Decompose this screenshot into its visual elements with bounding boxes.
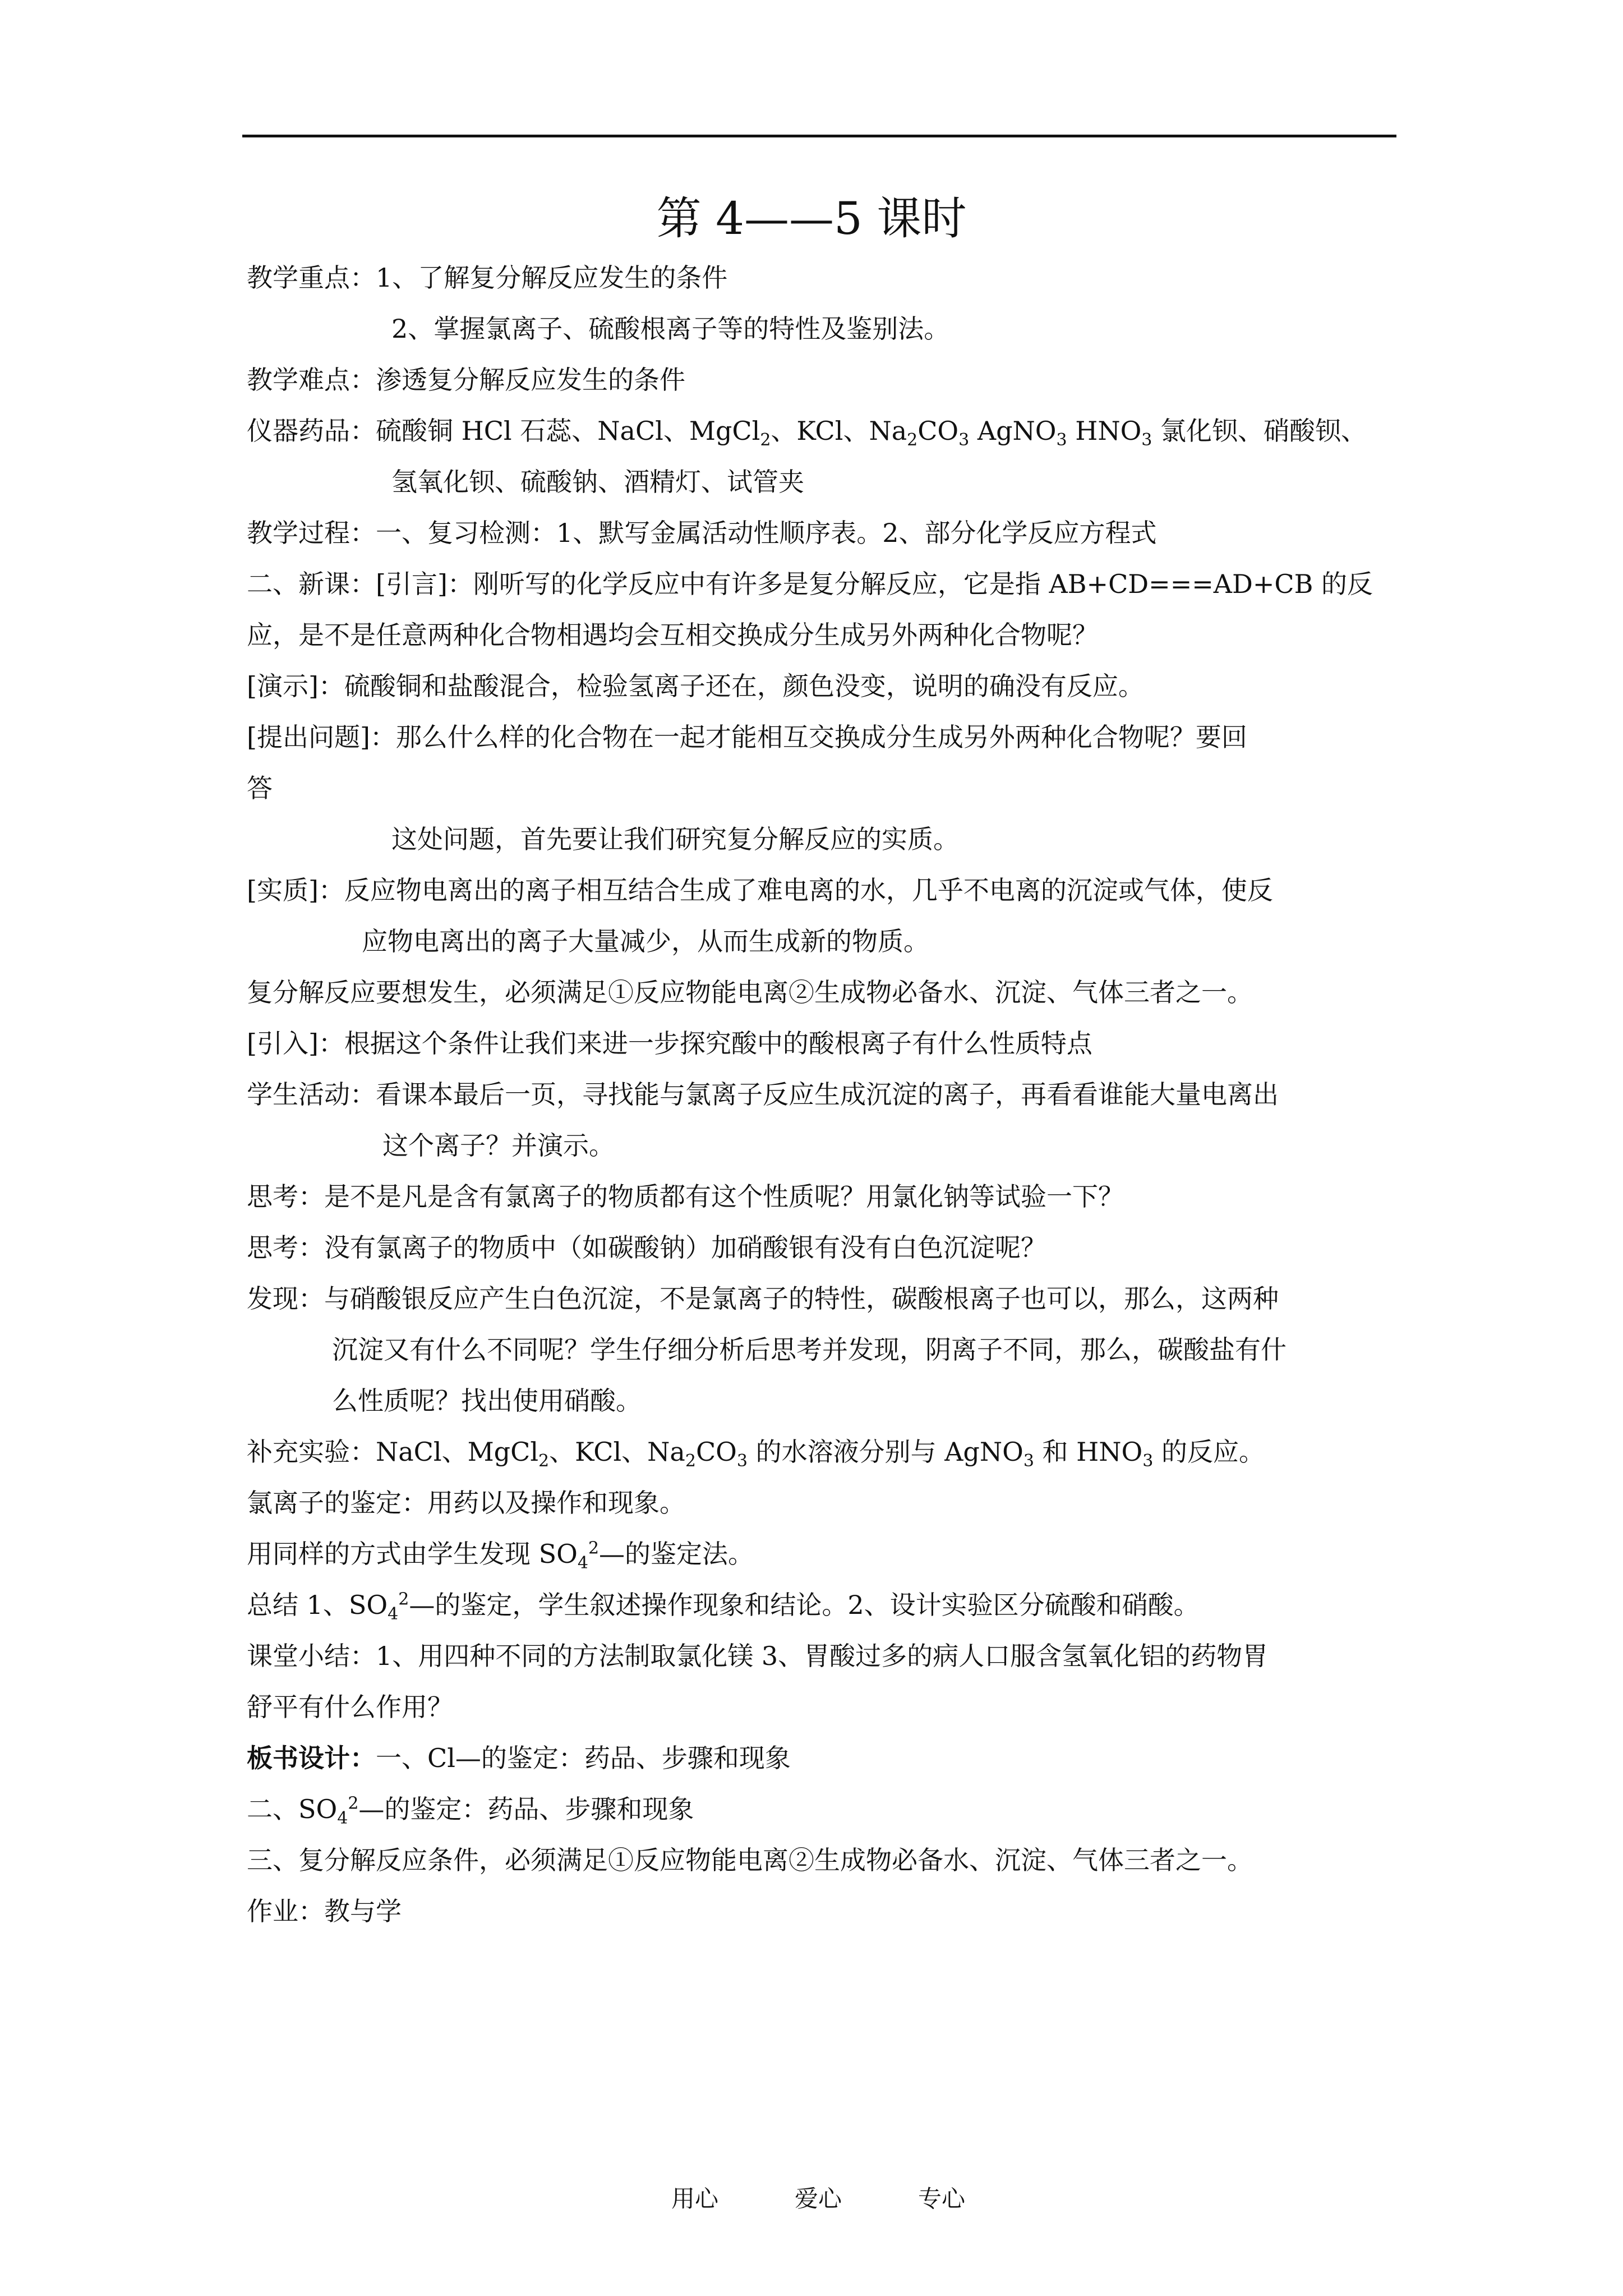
class-summary-line-1: 课堂小结：1、用四种不同的方法制取氯化镁 3、胃酸过多的病人口服含氢氧化铝的药物胃 — [247, 1641, 1269, 1671]
question-line-1: [提出问题]：那么什么样的化合物在一起才能相互交换成分生成另外两种化合物呢？要回 — [247, 722, 1247, 752]
class-summary-line-2: 舒平有什么作用？ — [247, 1692, 453, 1722]
discovery-line-1: 发现：与硝酸银反应产生白色沉淀，不是氯离子的特性，碳酸根离子也可以，那么，这两种 — [247, 1283, 1279, 1314]
essence-line-1: [实质]：反应物电离出的离子相互结合生成了难电离的水，几乎不电离的沉淀或气体，使反 — [247, 875, 1273, 905]
footer-item: 用心 — [671, 2185, 719, 2212]
key-point-line-2: 2、掌握氯离子、硫酸根离子等的特性及鉴别法。 — [391, 314, 950, 344]
question-line-2: 答 — [247, 773, 273, 803]
footer-item: 专心 — [918, 2185, 966, 2212]
page-title: 第 4——5 课时 — [656, 192, 967, 245]
board-design-line-2: 二、$SO_4^2—$的鉴定：药品、步骤和现象 — [247, 1793, 694, 1829]
activity-line-1: 学生活动：看课本最后一页，寻找能与氯离子反应生成沉淀的离子，再看看谁能大量电离出 — [247, 1079, 1279, 1110]
demo-line: [演示]：硫酸铜和盐酸混合，检验氢离子还在，颜色没变，说明的确没有反应。 — [247, 671, 1144, 701]
discovery-line-3: 么性质呢？找出使用硝酸。 — [332, 1386, 642, 1416]
new-lesson-line-2: 应，是不是任意两种化合物相遇均会互相交换成分生成另外两种化合物呢？ — [247, 620, 1098, 650]
footer-item: 爱心 — [795, 2185, 842, 2212]
supplement-line: 补充实验：NaCl、MgCl$_2$、KCl、$Na_2CO_3$ 的水溶液分别与 AgNO$_3$ 和 $HNO_3$ 的反应。 — [247, 1437, 1265, 1471]
board-design-line-1: 板书设计：一、Cl—的鉴定：药品、步骤和现象 — [247, 1743, 791, 1773]
lesson-body — [247, 252, 1402, 1937]
materials-line-2: 氢氧化钡、硫酸钠、酒精灯、试管夹 — [391, 467, 804, 497]
materials-line-1: 仪器药品：硫酸铜 HCl 石蕊、NaCl、MgCl$_2$、KCl、$Na_2CO_3$ AgNO$_3$ $HNO_3$ 氯化钡、硝酸钡、 — [247, 416, 1367, 450]
think-line-2: 思考：没有氯离子的物质中（如碳酸钠）加硝酸银有没有白色沉淀呢？ — [247, 1232, 1046, 1263]
board-design-label: 板书设计： — [247, 1743, 376, 1773]
homework-line: 作业：教与学 — [247, 1896, 402, 1926]
question-line-3: 这处问题，首先要让我们研究复分解反应的实质。 — [391, 824, 959, 854]
chloride-test-line: 氯离子的鉴定：用药以及操作和现象。 — [247, 1488, 685, 1518]
process-line: 教学过程：一、复习检测：1、默写金属活动性顺序表。2、部分化学反应方程式 — [247, 518, 1157, 548]
difficulty-line: 教学难点：渗透复分解反应发生的条件 — [247, 365, 685, 395]
intro-line: [引入]：根据这个条件让我们来进一步探究酸中的酸根离子有什么性质特点 — [247, 1028, 1092, 1059]
sulfate-discovery-line: 用同样的方式由学生发现 $SO_4^2—$的鉴定法。 — [247, 1538, 754, 1573]
think-line-1: 思考：是不是凡是含有氯离子的物质都有这个性质呢？用氯化钠等试验一下？ — [247, 1181, 1124, 1212]
new-lesson-line-1: 二、新课：[引言]：刚听写的化学反应中有许多是复分解反应，它是指 AB+CD===AD+CB 的反 — [247, 569, 1373, 599]
header-rule — [242, 135, 1396, 137]
summary-line: 总结 1、$SO_4^2—$的鉴定，学生叙述操作现象和结论。2、设计实验区分硫酸和硝酸。 — [247, 1589, 1200, 1625]
discovery-line-2: 沉淀又有什么不同呢？学生仔细分析后思考并发现，阴离子不同，那么，碳酸盐有什 — [332, 1335, 1287, 1365]
activity-line-2: 这个离子？并演示。 — [382, 1130, 615, 1161]
essence-line-2: 应物电离出的离子大量减少，从而生成新的物质。 — [362, 926, 929, 956]
condition-line: 复分解反应要想发生，必须满足①反应物能电离②生成物必备水、沉淀、气体三者之一。 — [247, 977, 1253, 1007]
key-point-line-1: 教学重点：1、了解复分解反应发生的条件 — [247, 263, 728, 293]
board-design-line-3: 三、复分解反应条件，必须满足①反应物能电离②生成物必备水、沉淀、气体三者之一。 — [247, 1845, 1253, 1875]
